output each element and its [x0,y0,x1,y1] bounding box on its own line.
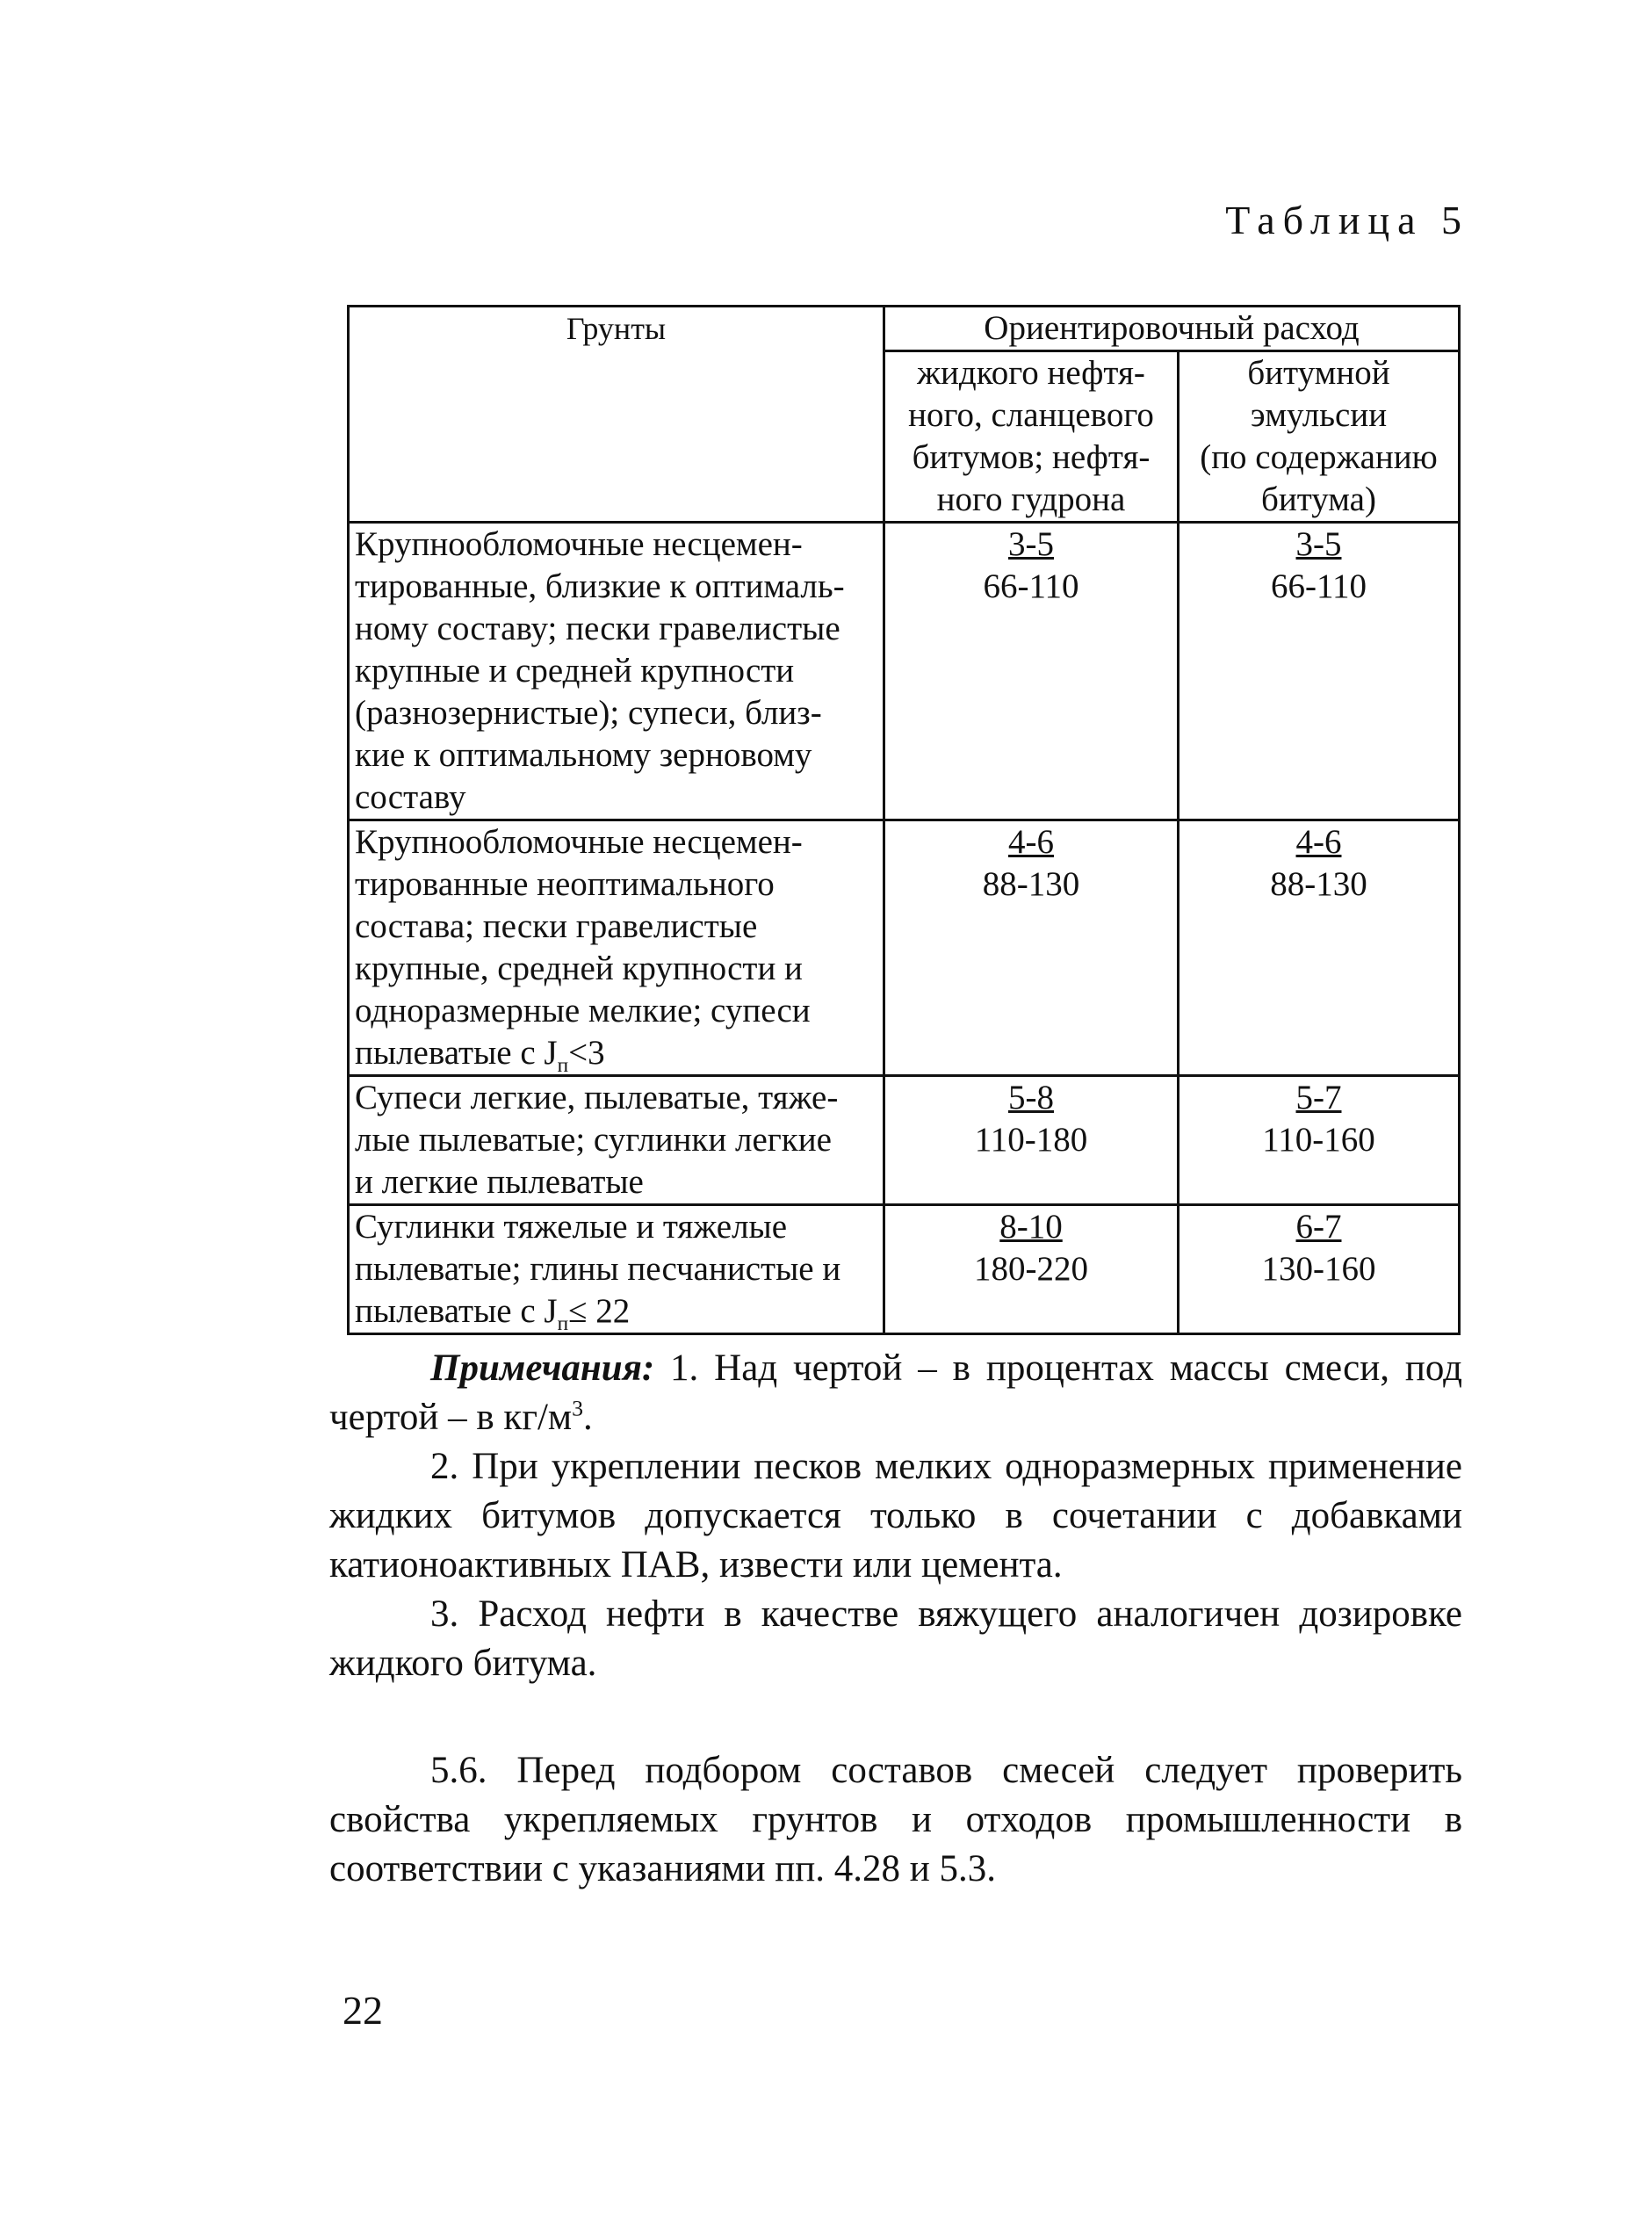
header-emulsion-line: битумной [1247,354,1390,392]
note-2: 2. При укреплении песков мелких одноразмерных применение жидких битумов допускается только в сочетании с добавками катионоактивных ПАВ, извести или цемента. [329,1446,1462,1586]
emulsion-value-cell [1179,1076,1460,1205]
table-row [349,1205,1460,1334]
soil-line: Крупнообломочные несцемен- [355,525,803,563]
bitumen-value-cell [884,820,1179,1076]
table-row [349,820,1460,1076]
header-bitumen-line: жидкого нефтя- [917,354,1145,392]
section-5-6 [329,1746,1462,1894]
emulsion-value-cell [1179,523,1460,820]
soil-line-text: пылеватые с J [355,1292,558,1330]
soil-line: состава; пески гравелистые [355,907,758,945]
note-1 [329,1344,1462,1442]
soil-cell [349,1076,884,1205]
soil-line: крупные, средней крупности и [355,950,803,987]
notes-header: Примечания: [430,1347,655,1389]
plasticity-condition: ≤ 22 [568,1292,631,1330]
soil-line-with-index [355,1290,877,1333]
kg-value: 66-110 [1270,567,1367,605]
plasticity-subscript: п [557,1311,569,1335]
plasticity-subscript: п [557,1053,569,1077]
soil-line-text: пылеватые с J [355,1034,558,1072]
emulsion-value-cell [1179,1205,1460,1334]
note-1-text: 1. Над чертой – в процентах массы смеси, под чертой – в кг/м [329,1347,1462,1438]
percent-value: 3-5 [1008,525,1054,563]
section-5-6-text: 5.6. Перед подбором составов смесей следует проверить свойства укрепляемых грунтов и отходов промышленности в соответствии с указаниями пп. 4.28 и 5.3. [329,1750,1462,1889]
header-liquid-bitumen [884,351,1179,523]
soil-line: кие к оптимальному зерновому [355,736,812,774]
kg-value: 180-220 [974,1250,1088,1288]
header-bitumen-line: битумов; нефтя- [912,438,1151,476]
kg-value: 110-180 [974,1121,1088,1159]
soil-line-with-index [355,1032,877,1077]
table-header-row-1 [349,307,1460,351]
bitumen-value-cell [884,1076,1179,1205]
soil-line: крупные и средней крупности [355,652,795,690]
table-row [349,523,1460,820]
header-bitumen-line: ного, сланцевого [908,396,1154,434]
soil-line: и легкие пылеватые [355,1163,644,1201]
header-emulsion-line: (по содержанию [1200,438,1438,476]
table-row [349,1076,1460,1205]
plasticity-condition: <3 [568,1034,605,1072]
percent-value: 6-7 [1295,1208,1342,1246]
note-1-superscript: 3 [572,1395,584,1421]
percent-value: 5-7 [1295,1079,1342,1116]
percent-value: 8-10 [999,1208,1063,1246]
soil-line: лые пылеватые; суглинки легкие [355,1121,832,1159]
soil-line: Суглинки тяжелые и тяжелые [355,1208,788,1246]
table-notes [329,1344,1462,1688]
percent-value: 4-6 [1008,823,1054,861]
soil-cell [349,820,884,1076]
kg-value: 88-130 [1270,865,1367,903]
bitumen-value-cell [884,1205,1179,1334]
percent-value: 3-5 [1295,525,1342,563]
table-title: Таблица 5 [1225,198,1469,242]
soil-line: пылеватые; глины песчанистые и [355,1250,841,1288]
emulsion-value-cell [1179,820,1460,1076]
soil-line: ному составу; пески гравелистые [355,610,840,647]
kg-value: 130-160 [1261,1250,1376,1288]
note-3: 3. Расход нефти в качестве вяжущего аналогичен дозировке жидкого битума. [329,1593,1462,1684]
soil-line: тированные, близкие к оптималь- [355,567,845,605]
bitumen-value-cell [884,523,1179,820]
header-emulsion-line: эмульсии [1250,396,1388,434]
soil-cell [349,523,884,820]
bitumen-consumption-table [347,305,1461,1335]
header-soils: Грунты [349,307,884,523]
percent-value: 5-8 [1008,1079,1054,1116]
soil-line: Крупнообломочные несцемен- [355,823,803,861]
kg-value: 88-130 [982,865,1080,903]
header-consumption: Ориентировочный расход [884,307,1460,351]
header-bitumen-emulsion [1179,351,1460,523]
soil-line: одноразмерные мелкие; супеси [355,992,811,1029]
kg-value: 66-110 [983,567,1079,605]
note-1-end: . [583,1397,593,1438]
header-emulsion-line: битума) [1261,480,1376,518]
page-number: 22 [343,1988,383,2033]
percent-value: 4-6 [1295,823,1342,861]
soil-line: Супеси легкие, пылеватые, тяже- [355,1079,839,1116]
soil-line: составу [355,778,466,816]
header-bitumen-line: ного гудрона [936,480,1126,518]
kg-value: 110-160 [1262,1121,1375,1159]
soil-line: (разнозернистые); супеси, близ- [355,694,822,732]
soil-cell [349,1205,884,1334]
soil-line: тированные неоптимального [355,865,775,903]
